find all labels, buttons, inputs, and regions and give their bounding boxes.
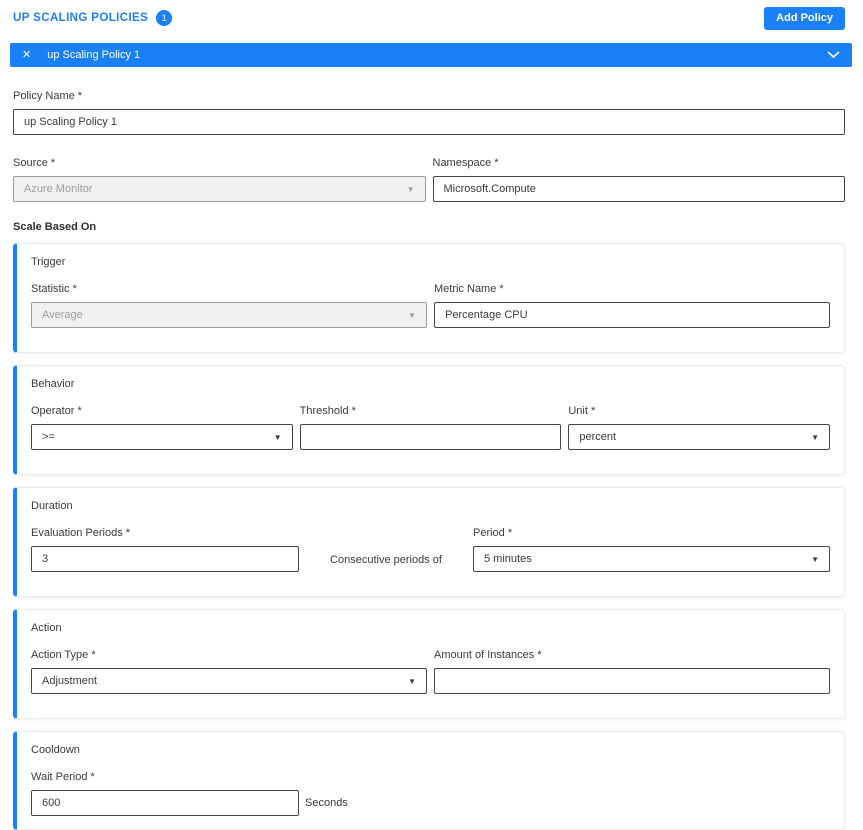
unit-select[interactable] — [568, 424, 830, 450]
wait-period-input[interactable] — [31, 790, 299, 816]
source-namespace-row — [13, 157, 845, 202]
namespace-label: Namespace * — [432, 157, 499, 169]
unit-label: Unit * — [568, 405, 596, 417]
threshold-block — [300, 405, 562, 450]
action-fields-row — [31, 649, 830, 694]
source-select — [13, 176, 426, 202]
evaluation-periods-input[interactable] — [31, 546, 299, 572]
statistic-select-value: Average — [42, 309, 83, 321]
operator-select-value: >= — [42, 431, 55, 443]
action-card — [13, 609, 845, 719]
amount-of-instances-block — [434, 649, 830, 694]
policy-name-label: Policy Name * — [13, 90, 83, 102]
source-label: Source * — [13, 157, 56, 169]
policy-accordion-bar[interactable] — [10, 43, 852, 67]
cooldown-card — [13, 731, 845, 830]
action-type-label: Action Type * — [31, 649, 96, 661]
action-type-select-value: Adjustment — [42, 675, 98, 687]
action-card-title: Action — [31, 622, 62, 634]
threshold-label: Threshold * — [299, 405, 356, 417]
dropdown-arrow-icon: ▼ — [811, 432, 820, 442]
statistic-label: Statistic * — [31, 283, 77, 295]
source-select-value: Azure Monitor — [24, 183, 93, 195]
trigger-card-title: Trigger — [31, 256, 66, 268]
operator-block — [31, 405, 293, 450]
amount-of-instances-label: Amount of Instances * — [434, 649, 542, 661]
statistic-select — [31, 302, 427, 328]
dropdown-arrow-icon: ▼ — [408, 310, 416, 320]
policy-name-block — [13, 90, 845, 135]
metric-name-label: Metric Name * — [434, 283, 504, 295]
behavior-card-title: Behavior — [31, 378, 75, 390]
unit-block — [568, 405, 830, 450]
unit-select-value: percent — [579, 431, 617, 443]
duration-card — [13, 487, 845, 597]
behavior-fields-row — [31, 405, 830, 450]
trigger-card — [13, 243, 845, 353]
cooldown-card-title: Cooldown — [31, 744, 80, 756]
statistic-block — [31, 283, 427, 328]
policy-bar-title: up Scaling Policy 1 — [47, 49, 141, 61]
period-select[interactable] — [473, 546, 830, 572]
consecutive-periods-text: Consecutive periods of — [330, 553, 442, 566]
page-header — [13, 6, 845, 30]
seconds-suffix-text: Seconds — [305, 797, 348, 809]
dropdown-arrow-icon: ▼ — [811, 554, 819, 564]
evaluation-periods-block — [31, 527, 299, 572]
duration-card-title: Duration — [31, 500, 73, 512]
close-icon[interactable]: ✕ — [22, 48, 32, 61]
metric-name-block — [434, 283, 830, 328]
action-type-select[interactable] — [31, 668, 427, 694]
wait-period-row — [31, 790, 830, 816]
operator-label: Operator * — [31, 405, 82, 417]
period-select-value: 5 minutes — [484, 553, 532, 565]
threshold-input[interactable] — [300, 424, 562, 450]
metric-name-input[interactable] — [434, 302, 830, 328]
chevron-down-icon[interactable] — [827, 51, 840, 59]
policy-count-badge: 1 — [156, 10, 172, 26]
period-label: Period * — [473, 527, 513, 539]
dropdown-arrow-icon: ▼ — [406, 184, 415, 194]
action-type-block — [31, 649, 427, 694]
evaluation-periods-label: Evaluation Periods * — [31, 527, 131, 539]
amount-of-instances-input[interactable] — [434, 668, 830, 694]
wait-period-label: Wait Period * — [31, 771, 95, 783]
behavior-card — [13, 365, 845, 475]
page-title-group — [13, 10, 172, 26]
add-policy-button[interactable]: Add Policy — [764, 7, 845, 30]
trigger-fields-row — [31, 283, 830, 328]
period-block — [473, 527, 830, 572]
scale-based-on-label: Scale Based On — [13, 221, 97, 233]
policy-name-input[interactable] — [13, 109, 845, 135]
source-block — [13, 157, 426, 202]
operator-select[interactable] — [31, 424, 293, 450]
dropdown-arrow-icon: ▼ — [273, 432, 282, 442]
namespace-input[interactable] — [433, 176, 846, 202]
page-title: UP SCALING POLICIES — [13, 12, 149, 24]
namespace-block — [433, 157, 846, 202]
duration-fields-row — [31, 527, 830, 572]
dropdown-arrow-icon: ▼ — [408, 676, 416, 686]
